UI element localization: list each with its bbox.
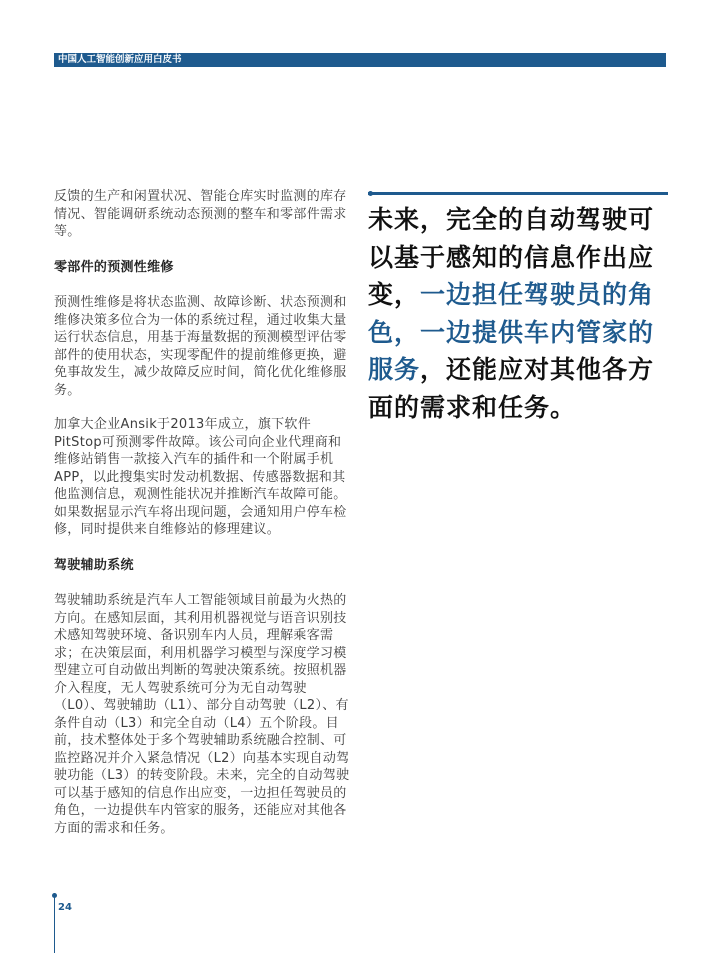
footer-rule: [54, 893, 55, 953]
page-number: 24: [58, 902, 72, 913]
paragraph-driving-assistance: 驾驶辅助系统是汽车人工智能领域目前最为火热的方向。在感知层面，其利用机器视觉与语音识别技术感知驾驶环境、备识别车内人员，理解乘客需求；在决策层面，利用机器学习模型与深度学习模型建立可自动做出判断的驾驶决策系统。按照机器介入程度，无人驾驶系统可分为无自动驾驶（L0）、驾驶辅助（L1）、部分自动驾驶（L2）、有条件自动（L3）和完全自动（L4）五个阶段。目前，技术整体处于多个驾驶辅助系统融合控制、可监控路况并介入紧急情况（L2）向基本实现自动驾驶功能（L3）的转变阶段。未来，完全的自动驾驶可以基于感知的信息作出应变，一边担任驾驶员的角色，一边提供车内管家的服务，还能应对其他各方面的需求和任务。: [54, 593, 350, 836]
document-title: 中国人工智能创新应用白皮书: [58, 54, 182, 65]
pull-quote-part1: 未来，完全的自动驾驶可以基于感知的信息作出应变，: [368, 205, 655, 309]
paragraph-predictive-maintenance: 预测性维修是将状态监测、故障诊断、状态预测和维修决策多位合为一体的系统过程，通过收集大量运行状态信息，用基于海量数据的预测模型评估零部件的使用状态，实现零配件的提前维修更换，避免事故发生，减少故障反应时间，简化优化维修服务。: [54, 295, 347, 398]
header-bar: [54, 53, 666, 67]
pull-quote-part2: ，还能应对其他各方面的需求和任务。: [368, 355, 655, 422]
pull-quote-highlight: 一边担任驾驶员的角色，一边提供车内管家的服务: [368, 280, 655, 384]
pull-quote-text: [368, 201, 668, 426]
section-heading-predictive-maintenance: 零部件的预测性维修: [54, 259, 174, 275]
pull-quote-rule: [368, 192, 668, 195]
body-column: [54, 188, 354, 837]
section-heading-driving-assistance: 驾驶辅助系统: [54, 557, 134, 573]
paragraph-ansik: 加拿大企业Ansik于2013年成立，旗下软件PitStop可预测零件故障。该公司向企业代理商和维修站销售一款接入汽车的插件和一个附属手机APP，以此搜集实时发动机数据、传感器数据和其他监测信息，观测性能状况并推断汽车故障可能。如果数据显示汽车将出现问题，会通知用户停车检修，同时提供来自维修站的修理建议。: [54, 417, 347, 537]
paragraph-intro: 反馈的生产和闲置状况、智能仓库实时监测的库存情况、智能调研系统动态预测的整车和零部件需求等。: [54, 189, 347, 239]
pull-quote: [368, 192, 668, 426]
